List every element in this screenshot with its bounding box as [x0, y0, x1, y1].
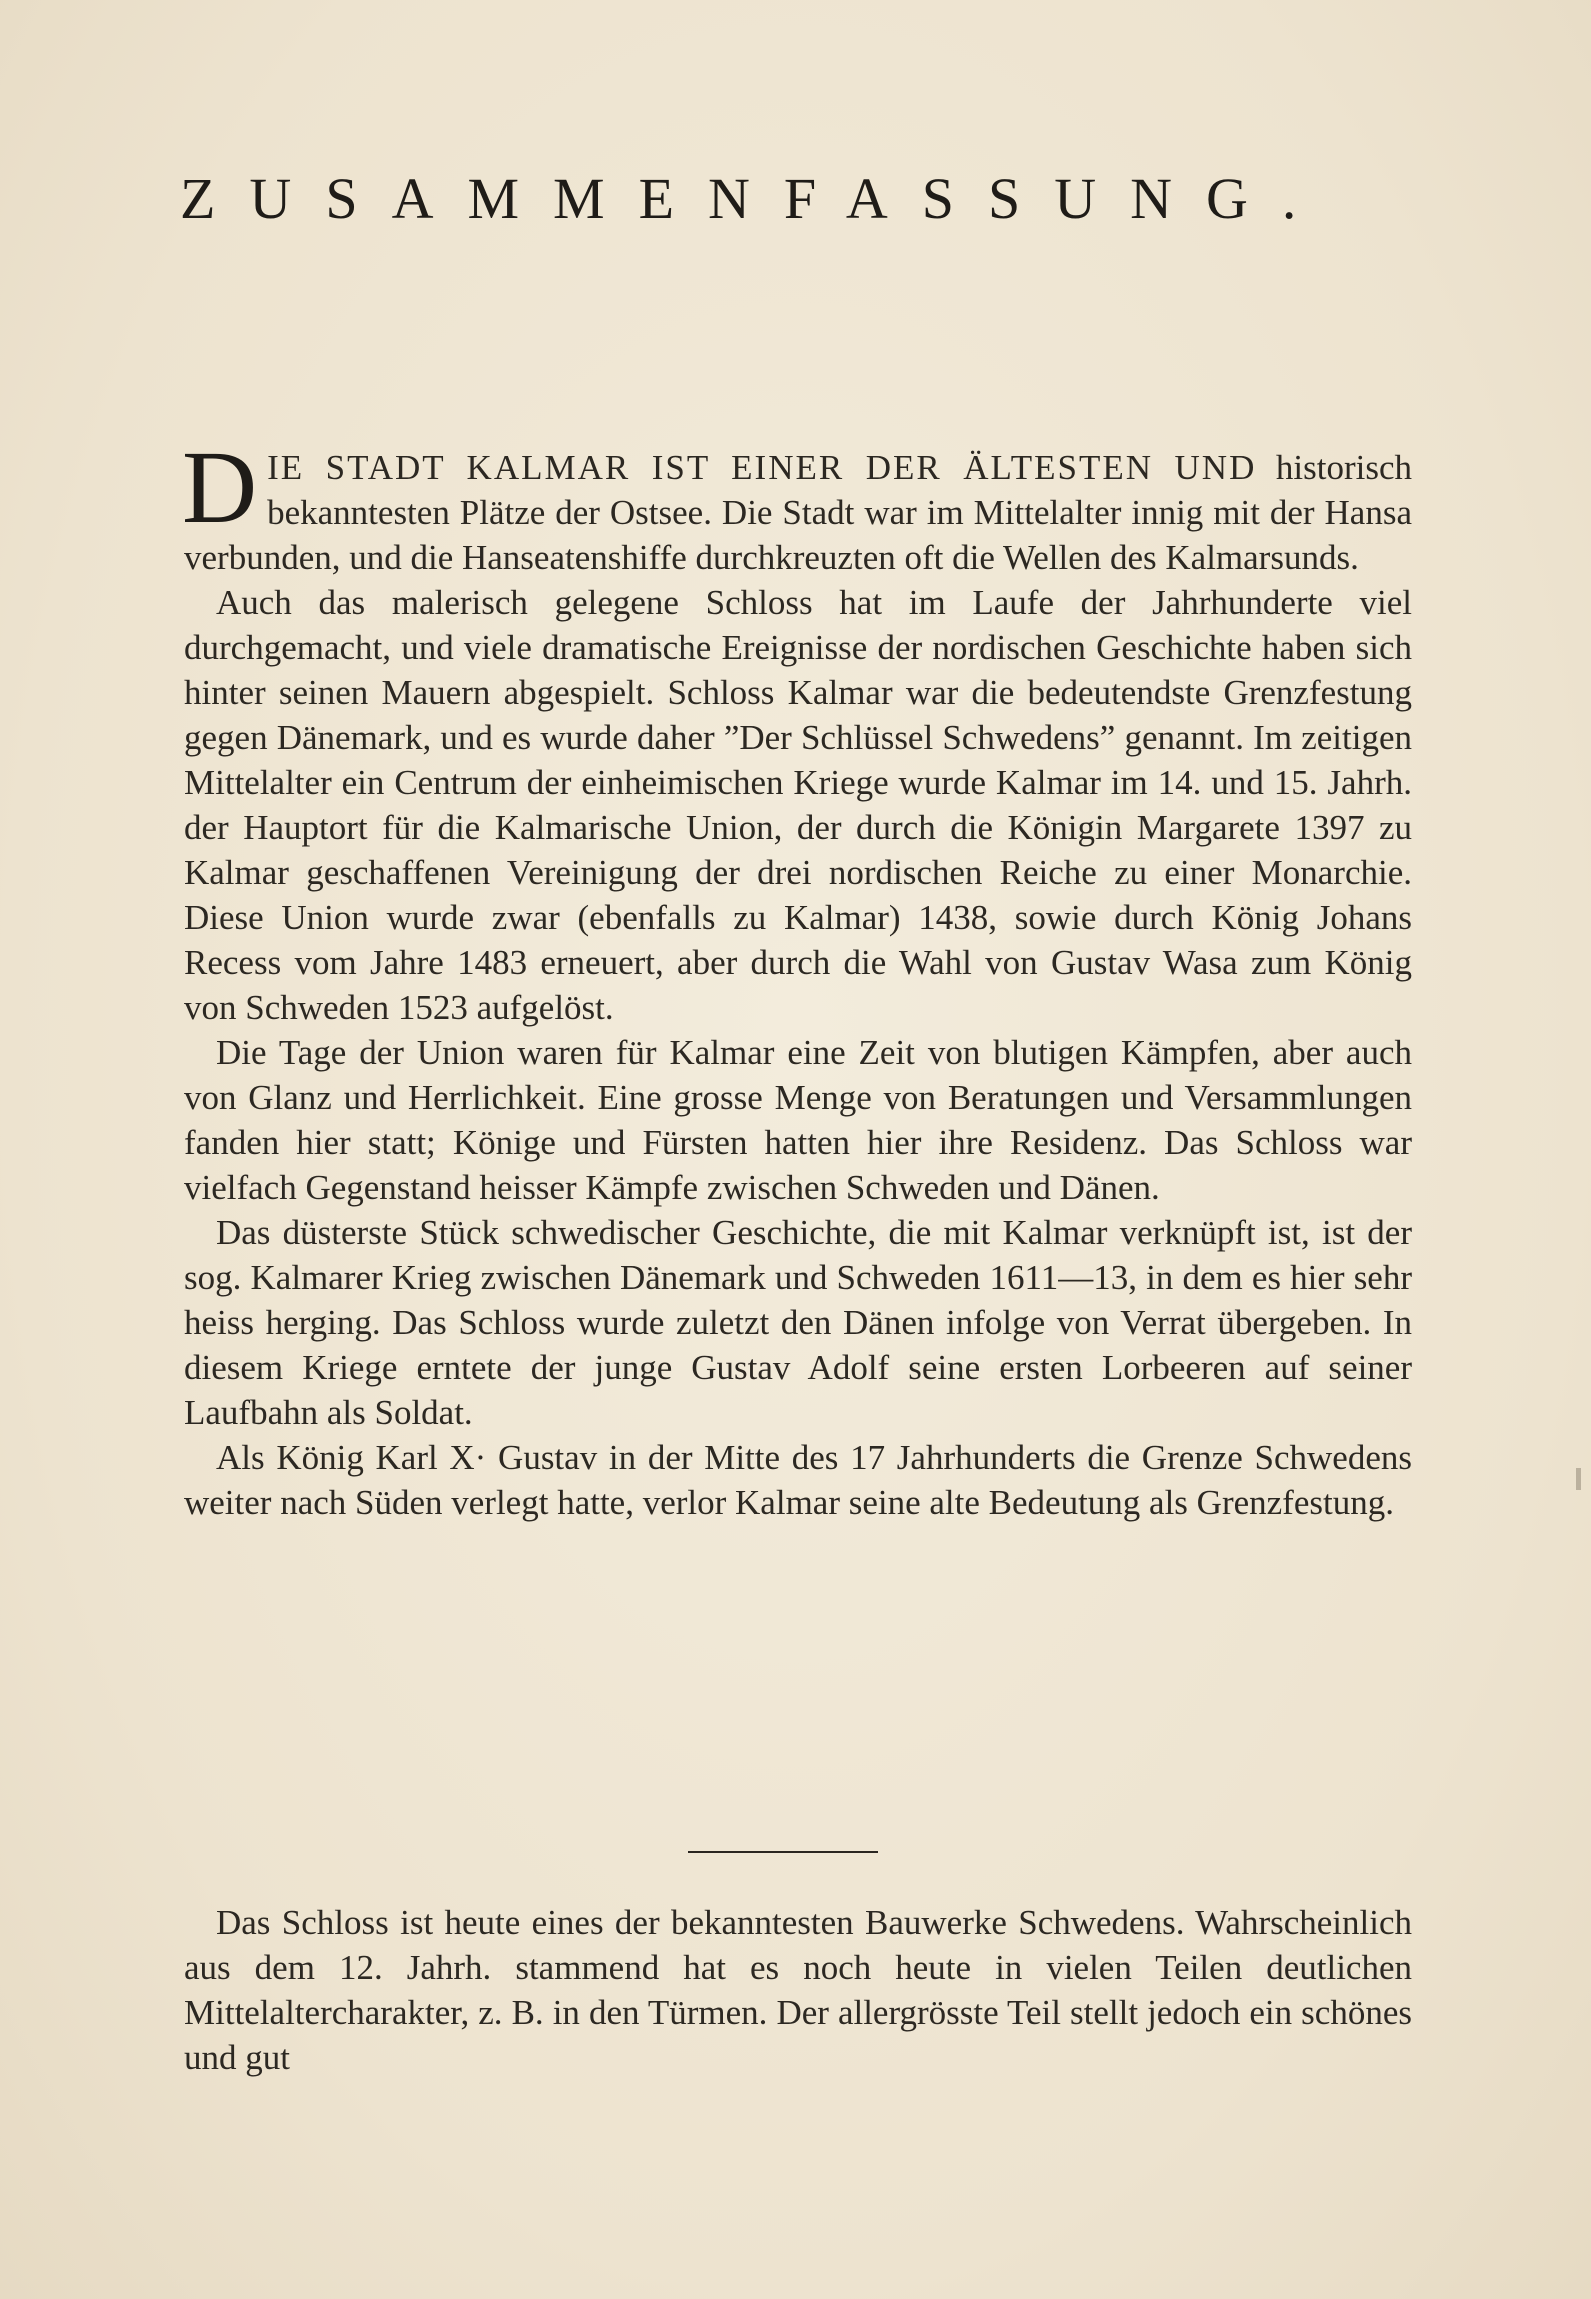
- intro-paragraph: [182, 430, 1413, 580]
- drop-cap: D: [182, 430, 258, 545]
- section-divider: [688, 1851, 878, 1853]
- intro-lead-caps: IE STADT KALMAR IST EINER DER ÄLTESTEN UND: [267, 448, 1257, 487]
- summary-text-block: [182, 430, 1413, 1525]
- paragraph-union-days: Die Tage der Union waren für Kalmar eine Zeit von blutigen Kämpfen, aber auch von Glanz und Herrlichkeit. Eine grosse Menge von Beratungen und Versammlungen fanden hier statt; Könige und Fürsten hatten hier ihre Residenz. Das Schloss war vielfach Gegenstand heisser Kämpfe zwischen Schweden und Dänen.: [184, 1033, 1412, 1207]
- page-title: ZUSAMMENFASSUNG.: [180, 166, 1331, 231]
- continuation-text-block: [184, 1900, 1412, 2080]
- paragraph-castle-history: Auch das malerisch gelegene Schloss hat im Laufe der Jahrhunderte viel durchgemacht, und viele dramatische Ereignisse der nordischen Geschichte haben sich hinter seinen Mauern abgespielt. Schloss Kalmar war die bedeutendste Grenzfestung gegen Dänemark, und es wurde daher ”Der Schlüssel Schwedens” genannt. Im zeitigen Mittelalter ein Centrum der einheimischen Kriege wurde Kalmar im 14. und 15. Jahrh. der Hauptort für die Kalmarische Union, der durch die Königin Margarete 1397 zu Kalmar geschaffenen Vereinigung der drei nordischen Reiche zu einer Monarchie. Diese Union wurde zwar (ebenfalls zu Kalmar) 1438, sowie durch König Johans Recess vom Jahre 1483 erneuert, aber durch die Wahl von Gustav Wasa zum König von Schweden 1523 aufgelöst.: [184, 583, 1412, 1027]
- paragraph-castle-today: Das Schloss ist heute eines der bekanntesten Bauwerke Schwedens. Wahrscheinlich aus dem 12. Jahrh. stammend hat es noch heute in vielen Teilen deutlichen Mittelaltercharakter, z. B. in den Türmen. Der allergrösste Teil stellt jedoch ein schönes und gut: [184, 1903, 1412, 2077]
- paragraph-border-shift: Als König Karl X· Gustav in der Mitte des 17 Jahrhunderts die Grenze Schwedens weiter nach Süden verlegt hatte, verlor Kalmar seine alte Bedeutung als Grenzfestung.: [184, 1438, 1412, 1522]
- page-edge-mark: [1576, 1468, 1581, 1490]
- paragraph-kalmar-war: Das düsterste Stück schwedischer Geschichte, die mit Kalmar verknüpft ist, ist der sog. Kalmarer Krieg zwischen Dänemark und Schweden 1611—13, in dem es hier sehr heiss herging. Das Schloss wurde zuletzt den Dänen infolge von Verrat übergeben. In diesem Kriege erntete der junge Gustav Adolf seine ersten Lorbeeren auf seiner Laufbahn als Soldat.: [184, 1213, 1412, 1432]
- intro-rest: historisch bekanntesten Plätze der Ostsee. Die Stadt war im Mittelalter innig mit der Hansa verbunden, und die Hanseatenshiffe durchkreuzten oft die Wellen des Kalmarsunds.: [184, 448, 1413, 577]
